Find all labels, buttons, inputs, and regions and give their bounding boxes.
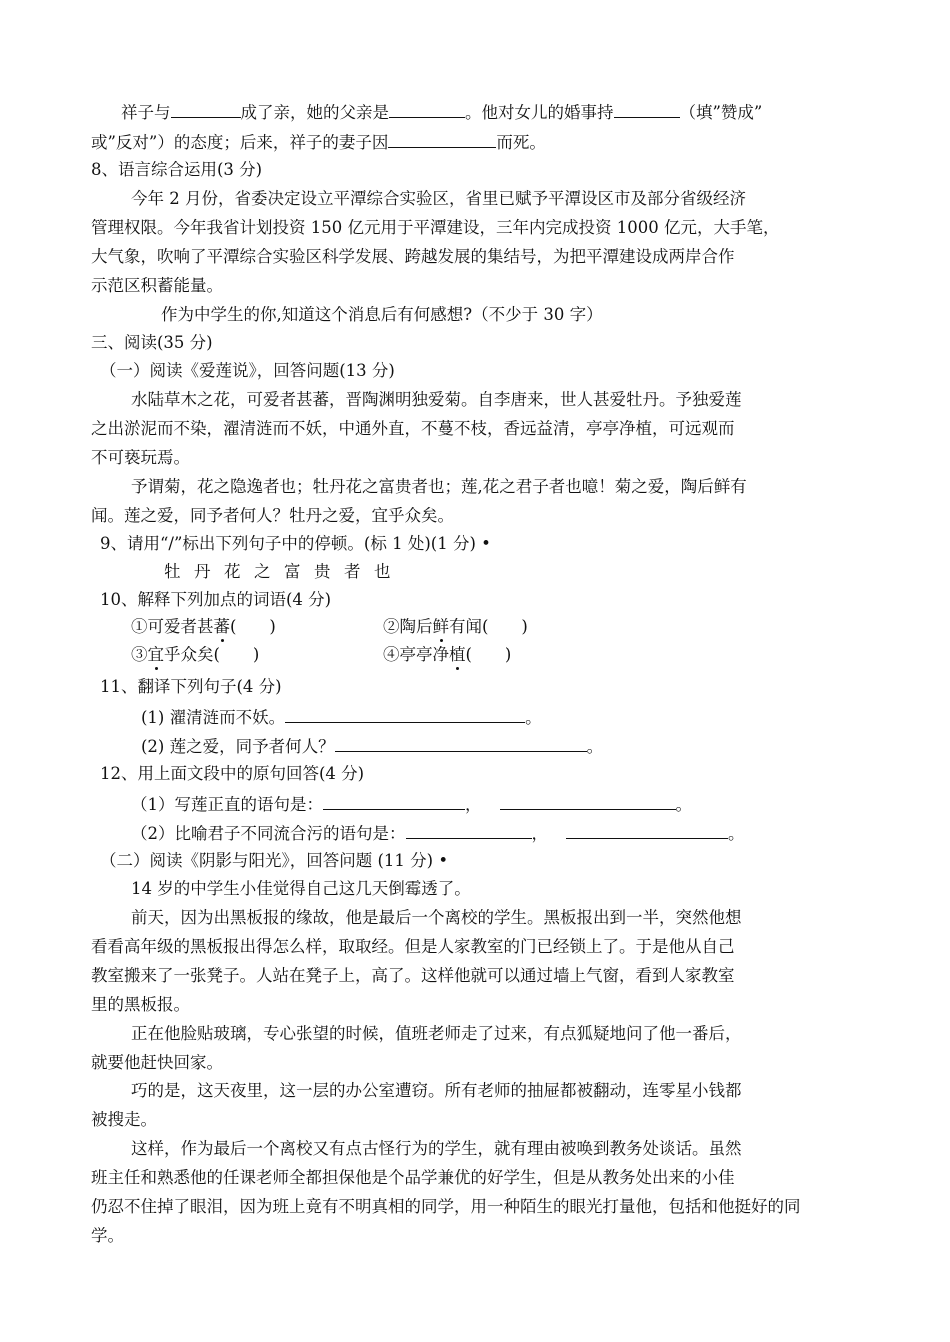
q12-item-2: （2）比喻君子不同流合污的语句是： ， 。 [131, 818, 745, 848]
dotted-word: 宜 [147, 645, 164, 664]
q9-char[interactable]: 之 [254, 562, 271, 581]
q10-title: 10、解释下列加点的词语(4 分) [100, 590, 332, 609]
part2-title: （二）阅读《阴影与阳光》，回答问题 (11 分) • [100, 851, 449, 870]
story-line: 里的黑板报。 [91, 995, 190, 1014]
answer-blank[interactable] [406, 818, 532, 839]
story-line: 正在他脸贴玻璃，专心张望的时候，值班老师走了过来，有点狐疑地问了他一番后， [131, 1024, 742, 1043]
q8-paragraph-line: 今年 2 月份，省委决定设立平潭综合实验区，省里已赋予平潭设区市及部分省级经济 [131, 189, 746, 208]
story-line: 学。 [91, 1226, 124, 1245]
q10-item-2[interactable]: ②陶后鲜有闻( ) [383, 617, 528, 636]
story-line: 14 岁的中学生小佳觉得自己这几天倒霉透了。 [131, 879, 471, 898]
story-line: 看看高年级的黑板报出得怎么样，取取经。但是人家教室的门已经锁上了。于是他从自己 [91, 937, 735, 956]
story-line: 就要他赶快回家。 [91, 1053, 223, 1072]
q7-line1 [121, 97, 762, 127]
q9-char[interactable]: 者 [344, 562, 361, 581]
q9-char[interactable]: 牡 [164, 562, 181, 581]
q7-text: 而死。 [496, 133, 546, 152]
q8-paragraph-line: 示范区积蓄能量。 [91, 276, 223, 295]
dotted-word: 鲜 [432, 617, 449, 636]
q7-text: 成了亲，她的父亲是 [240, 103, 389, 122]
dotted-word: 植 [449, 645, 466, 664]
story-line: 巧的是，这天夜里，这一层的办公室遭窃。所有老师的抽屉都被翻动，连零星小钱都 [131, 1081, 742, 1100]
q10-item-4[interactable]: ④亭亭净植( ) [383, 645, 512, 664]
q10-item-3[interactable]: ③宜乎众矣( ) [131, 645, 260, 664]
story-line: 这样，作为最后一个离校又有点古怪行为的学生，就有理由被唤到教务处谈话。虽然 [131, 1139, 742, 1158]
answer-blank[interactable] [614, 97, 680, 118]
q8-paragraph-line: 管理权限。今年我省计划投资 150 亿元用于平潭建设，三年内完成投资 1000 亿元，大手笔， [91, 218, 780, 237]
answer-blank[interactable] [323, 789, 465, 810]
q8-question: 作为中学生的你,知道这个消息后有何感想?（不少于 30 字） [161, 305, 603, 324]
story-line: 教室搬来了一张凳子。人站在凳子上，高了。这样他就可以通过墙上气窗，看到人家教室 [91, 966, 735, 985]
q10-item-1[interactable]: ①可爱者甚蕃( ) [131, 617, 276, 636]
q7-text: 或”反对”）的态度；后来，祥子的妻子因 [91, 133, 389, 152]
answer-blank[interactable] [566, 818, 728, 839]
q9-char[interactable]: 也 [374, 562, 391, 581]
q7-line2 [91, 127, 546, 157]
classical-text-line: 闻。莲之爱，同予者何人？牡丹之爱，宜乎众矣。 [91, 506, 454, 525]
classical-text-line: 不可亵玩焉。 [91, 448, 190, 467]
part1-title: （一）阅读《爱莲说》，回答问题(13 分) [100, 361, 395, 380]
q9-char[interactable]: 贵 [314, 562, 331, 581]
dotted-word: 蕃 [213, 617, 230, 636]
answer-blank[interactable] [389, 97, 465, 118]
q12-item-1: （1）写莲正直的语句是： ， 。 [131, 789, 692, 819]
answer-blank[interactable] [335, 731, 587, 752]
q11-sentence-1: (1) 濯清涟而不妖。 。 [141, 702, 542, 732]
answer-blank[interactable] [500, 789, 676, 810]
answer-blank[interactable] [388, 127, 496, 148]
q9-sentence [164, 558, 404, 586]
q11-title: 11、翻译下列句子(4 分) [100, 677, 282, 696]
q9-title: 9、请用“/”标出下列句子中的停顿。(标 1 处)(1 分) • [100, 534, 491, 553]
q7-text: （填”赞成” [679, 103, 763, 122]
story-line: 班主任和熟悉他的任课老师全都担保他是个品学兼优的好学生，但是从教务处出来的小佳 [91, 1168, 735, 1187]
story-line: 前天，因为出黑板报的缘故，他是最后一个离校的学生。黑板报出到一半，突然他想 [131, 908, 742, 927]
q9-char[interactable]: 花 [224, 562, 241, 581]
classical-text-line: 之出淤泥而不染，濯清涟而不妖，中通外直，不蔓不枝，香远益清，亭亭净植，可远观而 [91, 419, 735, 438]
classical-text-line: 予谓菊，花之隐逸者也；牡丹花之富贵者也；莲,花之君子者也噫！菊之爱，陶后鲜有 [131, 477, 747, 496]
section-title: 三、阅读(35 分) [91, 333, 213, 352]
q9-char[interactable]: 丹 [194, 562, 211, 581]
q7-text: 祥子与 [121, 103, 171, 122]
q12-title: 12、用上面文段中的原句回答(4 分) [100, 764, 365, 783]
story-line: 被搜走。 [91, 1110, 157, 1129]
q11-sentence-2: (2) 莲之爱，同予者何人？ 。 [141, 731, 603, 761]
q8-paragraph-line: 大气象，吹响了平潭综合实验区科学发展、跨越发展的集结号，为把平潭建设成两岸合作 [91, 247, 735, 266]
q8-title: 8、语言综合运用(3 分) [91, 160, 263, 179]
answer-blank[interactable] [171, 97, 241, 118]
story-line: 仍忍不住掉了眼泪，因为班上竟有不明真相的同学，用一种陌生的眼光打量他，包括和他挺好的同 [91, 1197, 801, 1216]
answer-blank[interactable] [285, 702, 525, 723]
classical-text-line: 水陆草木之花，可爱者甚蕃，晋陶渊明独爱菊。自李唐来，世人甚爱牡丹。予独爱莲 [131, 390, 742, 409]
q9-char[interactable]: 富 [284, 562, 301, 581]
q7-text: 。他对女儿的婚事持 [465, 103, 614, 122]
